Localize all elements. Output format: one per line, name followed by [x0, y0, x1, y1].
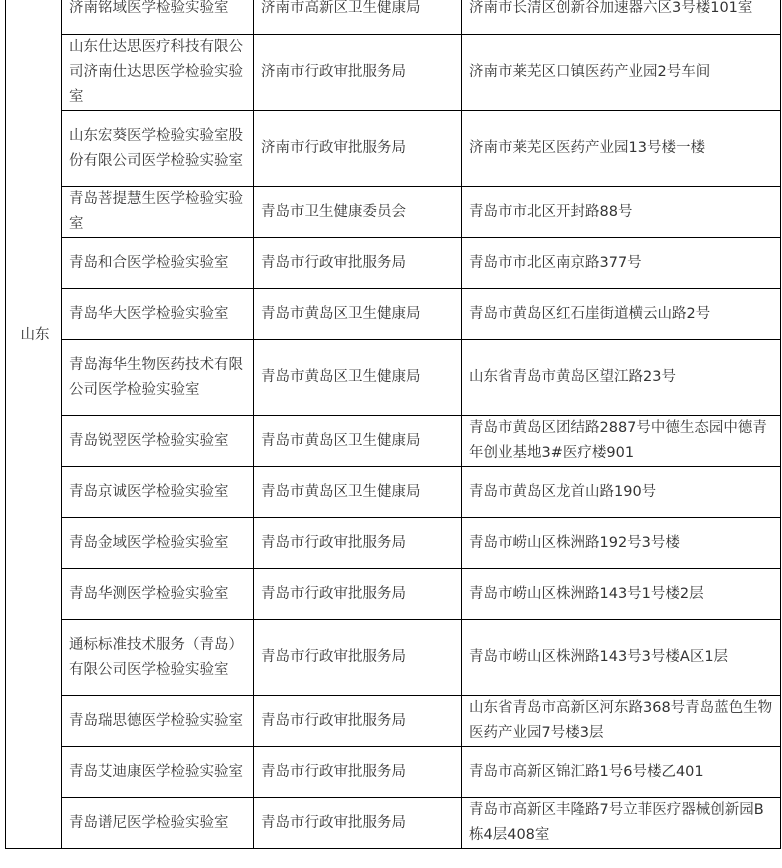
table-body [6, 0, 781, 849]
cell-address: 青岛市崂山区株洲路143号1号楼2层 [462, 569, 781, 620]
cell-authority: 青岛市行政审批服务局 [254, 238, 462, 289]
cell-address: 山东省青岛市高新区河东路368号青岛蓝色生物医药产业园7号楼3层 [462, 696, 781, 747]
cell-address: 青岛市高新区丰隆路7号立菲医疗器械创新园B栋4层408室 [462, 798, 781, 849]
cell-authority: 青岛市卫生健康委员会 [254, 187, 462, 238]
cell-address: 济南市莱芜区医药产业园13号楼一楼 [462, 111, 781, 187]
table-row [6, 289, 781, 340]
cell-address: 青岛市黄岛区团结路2887号中德生态园中德青年创业基地3#医疗楼901 [462, 416, 781, 467]
table-row [6, 35, 781, 111]
cell-name: 青岛谱尼医学检验实验室 [62, 798, 254, 849]
cell-authority: 青岛市行政审批服务局 [254, 747, 462, 798]
cell-address: 青岛市市北区开封路88号 [462, 187, 781, 238]
cell-address: 济南市莱芜区口镇医药产业园2号车间 [462, 35, 781, 111]
cell-name: 青岛和合医学检验实验室 [62, 238, 254, 289]
cell-name: 通标标准技术服务（青岛）有限公司医学检验实验室 [62, 620, 254, 696]
cell-name: 青岛海华生物医药技术有限公司医学检验实验室 [62, 340, 254, 416]
table-row [6, 747, 781, 798]
cell-name: 青岛京诚医学检验实验室 [62, 467, 254, 518]
cell-authority: 青岛市黄岛区卫生健康局 [254, 289, 462, 340]
cell-address: 济南市长清区创新谷加速器六区3号楼101室 [462, 0, 781, 35]
cell-address: 山东省青岛市黄岛区望江路23号 [462, 340, 781, 416]
table-row [6, 696, 781, 747]
cell-name: 青岛菩提慧生医学检验实验室 [62, 187, 254, 238]
cell-authority: 青岛市行政审批服务局 [254, 620, 462, 696]
table-row [6, 620, 781, 696]
cell-name: 山东宏葵医学检验实验室股份有限公司医学检验实验室 [62, 111, 254, 187]
cell-authority: 济南市行政审批服务局 [254, 35, 462, 111]
cell-authority: 青岛市黄岛区卫生健康局 [254, 416, 462, 467]
table-row [6, 518, 781, 569]
table-row [6, 798, 781, 849]
province-label: 山东 [20, 327, 50, 343]
cell-name: 济南铭域医学检验实验室 [62, 0, 254, 35]
cell-authority: 青岛市行政审批服务局 [254, 696, 462, 747]
cell-name: 青岛华大医学检验实验室 [62, 289, 254, 340]
cell-authority: 青岛市行政审批服务局 [254, 569, 462, 620]
cell-authority: 青岛市行政审批服务局 [254, 798, 462, 849]
table-row [6, 340, 781, 416]
table-row [6, 467, 781, 518]
cell-authority: 青岛市黄岛区卫生健康局 [254, 340, 462, 416]
cell-address: 青岛市黄岛区红石崖街道横云山路2号 [462, 289, 781, 340]
cell-name: 青岛金域医学检验实验室 [62, 518, 254, 569]
table-row [6, 0, 781, 35]
table-row [6, 416, 781, 467]
table-row [6, 111, 781, 187]
cell-name: 青岛艾迪康医学检验实验室 [62, 747, 254, 798]
province-cell [6, 0, 62, 849]
table-row [6, 569, 781, 620]
cell-address: 青岛市市北区南京路377号 [462, 238, 781, 289]
cell-address: 青岛市黄岛区龙首山路190号 [462, 467, 781, 518]
table-row [6, 238, 781, 289]
lab-table [5, 0, 781, 849]
cell-address: 青岛市崂山区株洲路143号3号楼A区1层 [462, 620, 781, 696]
cell-authority: 青岛市黄岛区卫生健康局 [254, 467, 462, 518]
cell-name: 青岛华测医学检验实验室 [62, 569, 254, 620]
cell-name: 青岛瑞思德医学检验实验室 [62, 696, 254, 747]
cell-address: 青岛市崂山区株洲路192号3号楼 [462, 518, 781, 569]
cell-name: 青岛锐翌医学检验实验室 [62, 416, 254, 467]
cell-authority: 济南市行政审批服务局 [254, 111, 462, 187]
cell-authority: 济南市高新区卫生健康局 [254, 0, 462, 35]
table-row [6, 187, 781, 238]
cell-name: 山东仕达思医疗科技有限公司济南仕达思医学检验实验室 [62, 35, 254, 111]
cell-address: 青岛市高新区锦汇路1号6号楼乙401 [462, 747, 781, 798]
cell-authority: 青岛市行政审批服务局 [254, 518, 462, 569]
